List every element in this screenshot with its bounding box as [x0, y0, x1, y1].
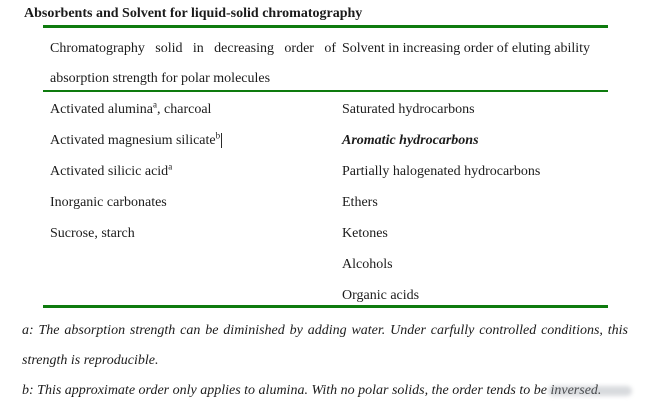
column-header-left-line2: absorption strength for polar molecules [50, 71, 271, 86]
table-row [43, 288, 608, 319]
solid-cell: Inorganic carbonates [50, 195, 167, 210]
footnote-marker: a [168, 161, 173, 172]
table-row [43, 161, 608, 195]
solid-cell: Activated alumina$^a$, charcoal [50, 99, 212, 117]
footnote-marker: b [215, 130, 221, 141]
table-header-rule [43, 90, 608, 92]
solvent-cell: Organic acids [342, 288, 420, 303]
solid-cell: Activated silicic acid$^a$ [50, 161, 173, 179]
solvent-cell: Ethers [342, 195, 378, 210]
footnote-marker: a [153, 99, 158, 110]
solvent-cell: Aromatic hydrocarbons [342, 133, 479, 148]
table-bottom-rule [43, 305, 608, 308]
table-row [43, 195, 608, 226]
page-title: Absorbents and Solvent for liquid-solid chromatography [24, 6, 363, 21]
text-cursor [221, 133, 222, 148]
footnote-a-line2: strength is reproducible. [22, 353, 159, 368]
solvent-cell: Partially halogenated hydrocarbons [342, 164, 541, 179]
table-row [43, 130, 608, 164]
table-top-rule [43, 25, 608, 28]
column-header-left-line1: Chromatography solid in decreasing order of [50, 41, 336, 56]
solvent-cell: Ketones [342, 226, 388, 241]
footnote-b: b: This approximate order only applies to alumina. With no polar solids, the order tends to be inversed. [22, 383, 602, 398]
solid-cell: Sucrose, starch [50, 226, 135, 241]
column-header-right: Solvent in increasing order of eluting ability [342, 41, 591, 56]
table-row [43, 99, 608, 133]
table-row [43, 257, 608, 288]
table-body [43, 99, 608, 319]
footnote-a-line1: a: The absorption strength can be diminished by adding water. Under carfully controlled conditions, this [22, 323, 628, 338]
table-row [43, 226, 608, 257]
solid-cell: Activated magnesium silicate$^b$ [50, 130, 221, 148]
solvent-cell: Alcohols [342, 257, 393, 272]
solvent-cell: Saturated hydrocarbons [342, 102, 475, 117]
